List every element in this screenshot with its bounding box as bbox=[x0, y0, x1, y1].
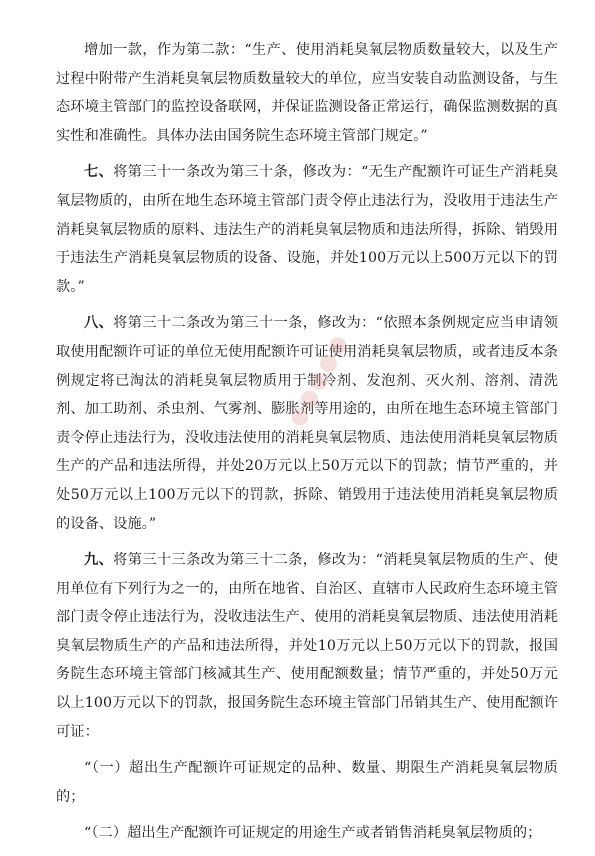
paragraph-text: “（二）超出生产配额许可证规定的用途生产或者销售消耗臭氧层物质的； bbox=[84, 825, 542, 842]
paragraph-subitem-2 bbox=[56, 819, 558, 848]
paragraph-subitem-1 bbox=[56, 754, 558, 811]
paragraph-text: 将第三十二条改为第三十一条，修改为：“依照本条例规定应当申请领取使用配额许可证的单位无使用配额许可证使用消耗臭氧层物质，或者违反本条例规定将已淘汰的消耗臭氧层物质用于制冷剂、发泡剂、灭火剂、溶剂、清洗剂、加工助剂、杀虫剂、气雾剂、膨胀剂等用途的，由所在地生态环境主管部门责令停止违法行为，没收违法使用的消耗臭氧层物质、违法使用消耗臭氧层物质生产的产品和违法所得，并处20万元以上50万元以下的罚款；情节严重的，并处50万元以上100万元以下的罚款，拆除、销毁用于违法使用消耗臭氧层物质的设备、设施。” bbox=[56, 315, 558, 532]
paragraph-text: 将第三十三条改为第三十二条，修改为：“消耗臭氧层物质的生产、使用单位有下列行为之一的，由所在地省、自治区、直辖市人民政府生态环境主管部门责令停止违法行为，没收违法生产、使用的消耗臭氧层物质、违法使用消耗臭氧层物质生产的产品和违法所得，并处10万元以上50万元以下的罚款，报国务院生态环境主管部门核减其生产、使用配额数量；情节严重的，并处50万元以上100万元以下的罚款，报国务院生态环境主管部门吊销其生产、使用配额许可证： bbox=[56, 552, 558, 740]
paragraph-number: 九、 bbox=[84, 552, 114, 569]
paragraph-item-9 bbox=[56, 546, 558, 746]
paragraph-add-clause bbox=[56, 36, 558, 150]
document-body bbox=[56, 36, 558, 856]
paragraph-text: 将第三十一条改为第三十条，修改为：“无生产配额许可证生产消耗臭氧层物质的，由所在地生态环境主管部门责令停止违法行为，没收用于违法生产消耗臭氧层物质的原料、违法生产的消耗臭氧层物质和违法所得，拆除、销毁用于违法生产消耗臭氧层物质的设备、设施，并处100万元以上500万元以下的罚款。” bbox=[56, 164, 558, 295]
paragraph-item-7 bbox=[56, 158, 558, 301]
paragraph-text: “（一）超出生产配额许可证规定的品种、数量、期限生产消耗臭氧层物质的； bbox=[56, 760, 558, 805]
paragraph-number: 八、 bbox=[84, 315, 114, 332]
watermark-image: ●●●●● bbox=[283, 330, 354, 431]
paragraph-number: 七、 bbox=[84, 164, 114, 181]
paragraph-text: 增加一款，作为第二款：“生产、使用消耗臭氧层物质数量较大，以及生产过程中附带产生消耗臭氧层物质数量较大的单位，应当安装自动监测设备，与生态环境主管部门的监控设备联网，并保证监测设备正常运行，确保监测数据的真实性和准确性。具体办法由国务院生态环境主管部门规定。” bbox=[56, 42, 558, 144]
